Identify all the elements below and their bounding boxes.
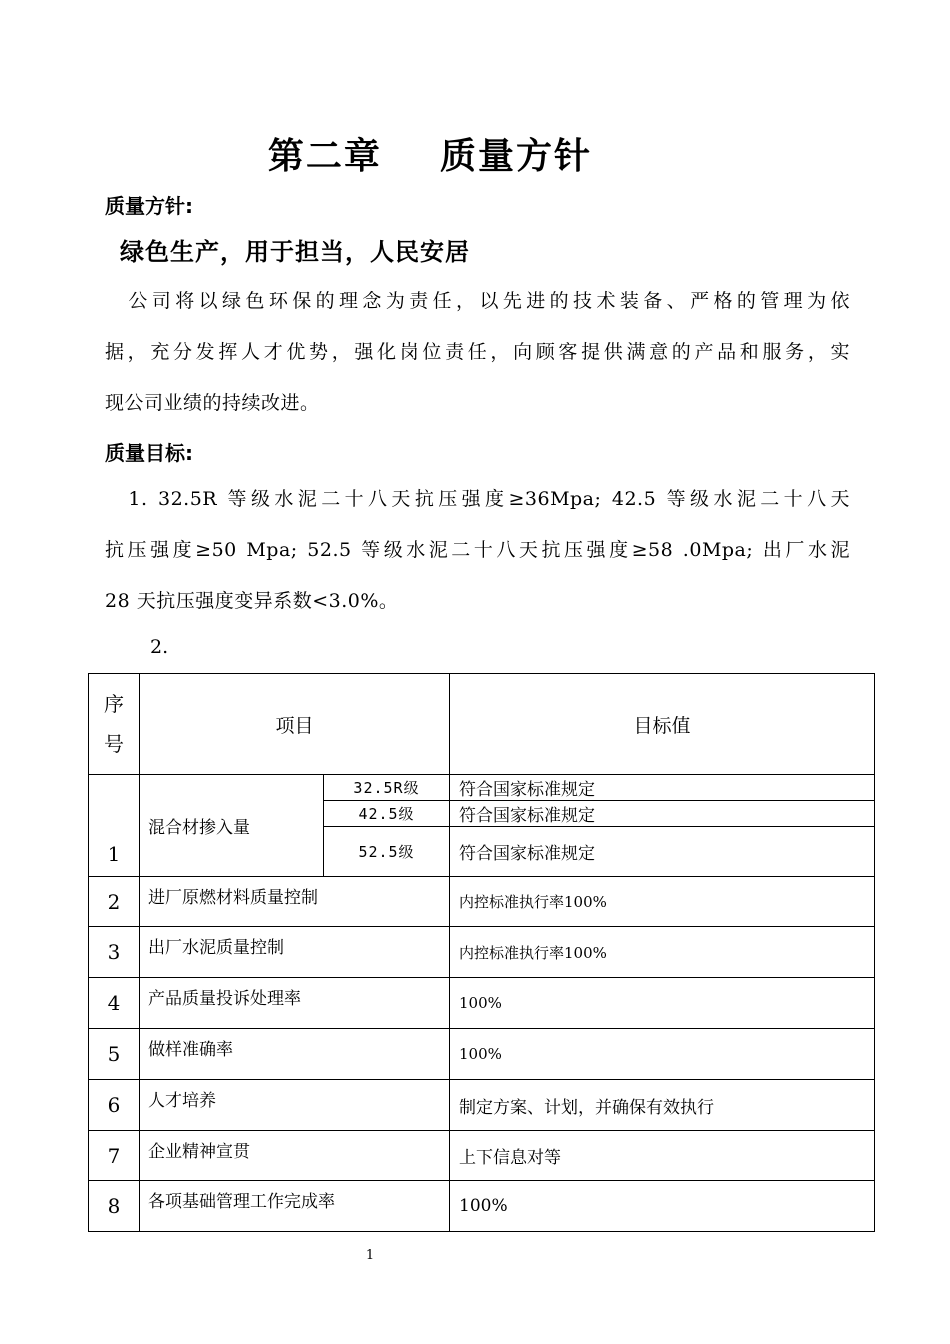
target-cell: 符合国家标准规定: [450, 801, 875, 827]
target-cell: 制定方案、计划，并确保有效执行: [450, 1080, 875, 1131]
row-no: 4: [89, 978, 140, 1029]
policy-line: 现公司业绩的持续改进。: [105, 392, 320, 414]
policy-paragraph: [105, 276, 850, 429]
table-row: [89, 927, 875, 978]
quality-policy-label: 质量方针:: [105, 194, 193, 218]
quality-objectives-label: 质量目标:: [105, 441, 193, 465]
target-cell: 符合国家标准规定: [450, 775, 875, 801]
row-no: 8: [89, 1181, 140, 1232]
table-row: [89, 1029, 875, 1080]
item-2-label: 2.: [150, 636, 169, 658]
quality-slogan: 绿色生产，用于担当，人民安居: [120, 238, 470, 266]
target-cell: 100%: [450, 1029, 875, 1080]
objective-line: 抗压强度≥50 Mpa; 52.5 等级水泥二十八天抗压强度≥58 .0Mpa; 出厂水泥: [105, 539, 850, 561]
header-no: [89, 674, 140, 775]
target-cell: 内控标准执行率100%: [450, 927, 875, 978]
row-item: 做样准确率: [140, 1029, 450, 1080]
page-title: 第二章 质量方针: [267, 135, 593, 177]
row-no: 1: [89, 775, 140, 877]
row-no: 6: [89, 1080, 140, 1131]
header-no-line: 序: [104, 692, 124, 716]
row-no: 3: [89, 927, 140, 978]
target-cell: 上下信息对等: [450, 1131, 875, 1181]
header-target: 目标值: [450, 674, 875, 775]
header-no-line: 号: [104, 732, 124, 756]
policy-line: 公司将以绿色环保的理念为责任，以先进的技术装备、严格的管理为依: [105, 290, 850, 312]
row-no: 2: [89, 877, 140, 927]
table-row: [89, 1181, 875, 1232]
objective-line: 1. 32.5R 等级水泥二十八天抗压强度≥36Mpa; 42.5 等级水泥二十八天: [105, 488, 850, 510]
table-row: [89, 1080, 875, 1131]
quality-targets-table: [88, 673, 875, 1232]
row-no: 7: [89, 1131, 140, 1181]
row-no: 5: [89, 1029, 140, 1080]
row-item: 各项基础管理工作完成率: [140, 1181, 450, 1232]
table-row: [89, 877, 875, 927]
header-item: 项目: [140, 674, 450, 775]
row-item: 产品质量投诉处理率: [140, 978, 450, 1029]
page-number: 1: [365, 1248, 375, 1263]
target-cell: 100%: [450, 1181, 875, 1232]
target-cell: 符合国家标准规定: [450, 827, 875, 877]
grade-cell: 42.5级: [324, 801, 450, 827]
row-item: 企业精神宣贯: [140, 1131, 450, 1181]
policy-line: 据，充分发挥人才优势，强化岗位责任，向顾客提供满意的产品和服务，实: [105, 341, 850, 363]
table-row: [89, 1131, 875, 1181]
row-item: 混合材掺入量: [140, 775, 324, 877]
table-row: [89, 978, 875, 1029]
table-header-row: [89, 674, 875, 775]
table-row: [89, 775, 875, 801]
objective-line: 28 天抗压强度变异系数<3.0%。: [105, 590, 399, 612]
grade-cell: 52.5级: [324, 827, 450, 877]
target-cell: 100%: [450, 978, 875, 1029]
row-item: 进厂原燃材料质量控制: [140, 877, 450, 927]
row-item: 人才培养: [140, 1080, 450, 1131]
grade-cell: 32.5R级: [324, 775, 450, 801]
objectives-paragraph: [105, 474, 850, 627]
row-item: 出厂水泥质量控制: [140, 927, 450, 978]
target-cell: 内控标准执行率100%: [450, 877, 875, 927]
